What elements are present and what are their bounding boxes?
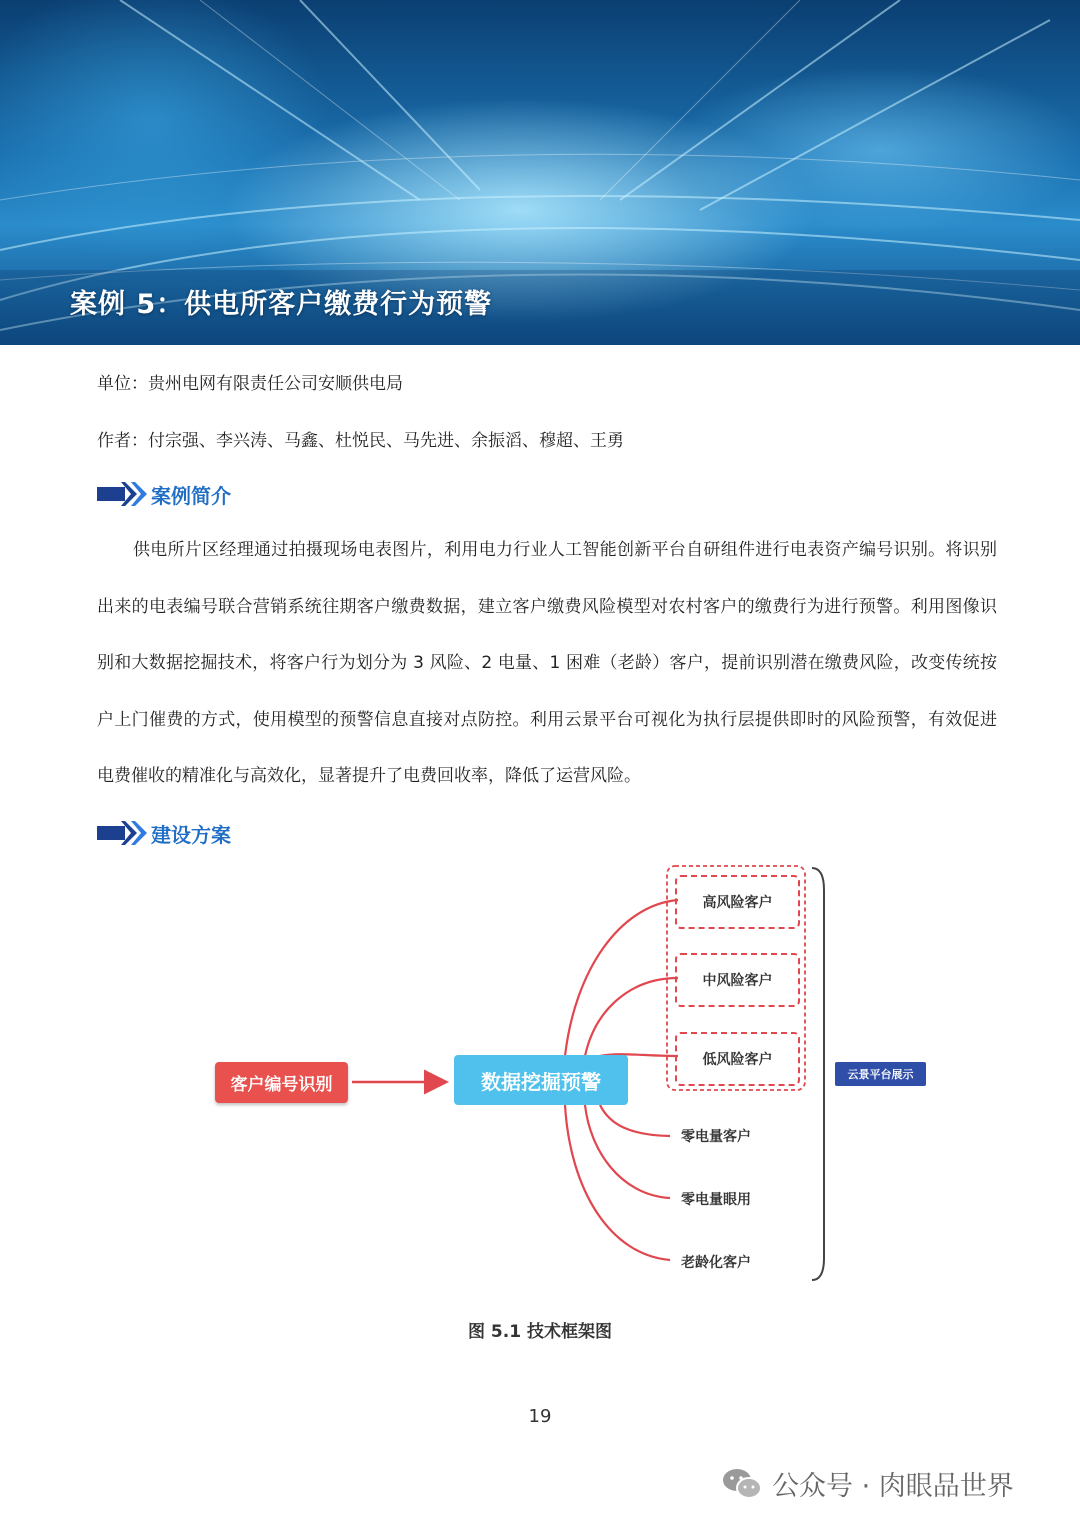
- authors-line: 作者：付宗强、李兴涛、马鑫、杜悦民、马先进、余振滔、穆超、王勇: [97, 431, 624, 451]
- risk-node-mid: 中风险客户: [675, 953, 800, 1007]
- section-intro-title: 案例简介: [151, 483, 231, 508]
- section-intro-heading: [97, 479, 231, 509]
- page-number: 19: [528, 1406, 552, 1427]
- figure-caption: 图 5.1 技术框架图: [468, 1322, 612, 1342]
- group-bracket: [812, 868, 824, 1280]
- section-plan-title: 建设方案: [151, 822, 231, 847]
- connector-zero: [600, 1105, 670, 1136]
- source-node: 客户编号识别: [215, 1062, 348, 1103]
- intro-paragraph: 供电所片区经理通过拍摄现场电表图片，利用电力行业人工智能创新平台自研组件进行电表资产编号识别。将识别出来的电表编号联合营销系统往期客户缴费数据，建立客户缴费风险模型对农村客户的缴费行为进行预警。利用图像识别和大数据挖掘技术，将客户行为划分为 3 风险、2 电量、1 困难（老龄）客户，提前识别潜在缴费风险，改变传统按户上门催费的方式，使用模型的预警信息直接对点防控。利用云景平台可视化为执行层提供即时的风险预警，有效促进电费催收的精准化与高效化，显著提升了电费回收率，降低了运营风险。: [97, 540, 997, 786]
- watermark: [722, 1464, 1014, 1503]
- connector-high: [565, 900, 678, 1056]
- platform-node: 云景平台展示: [835, 1062, 926, 1086]
- section-plan-heading: [97, 818, 231, 848]
- section-arrow-icon: [97, 821, 149, 845]
- wechat-icon: [722, 1467, 762, 1501]
- leaf-node-zero-use: 零电量眼用: [681, 1192, 751, 1208]
- watermark-text: 公众号 · 肉眼品世界: [772, 1471, 1014, 1502]
- center-node: 数据挖掘预警: [454, 1055, 628, 1105]
- connector-mid: [585, 978, 678, 1056]
- connector-elder: [565, 1105, 670, 1260]
- leaf-node-elder: 老龄化客户: [681, 1255, 751, 1271]
- page-title: 案例 5：供电所客户缴费行为预警: [70, 289, 493, 320]
- header-banner: [0, 0, 1080, 345]
- framework-diagram: [200, 860, 940, 1290]
- leaf-node-zero: 零电量客户: [681, 1129, 751, 1145]
- section-arrow-icon: [97, 482, 149, 506]
- connector-zero-use: [585, 1105, 670, 1198]
- unit-line: 单位：贵州电网有限责任公司安顺供电局: [97, 374, 403, 394]
- risk-node-low: 低风险客户: [675, 1032, 800, 1086]
- risk-node-high: 高风险客户: [675, 875, 800, 929]
